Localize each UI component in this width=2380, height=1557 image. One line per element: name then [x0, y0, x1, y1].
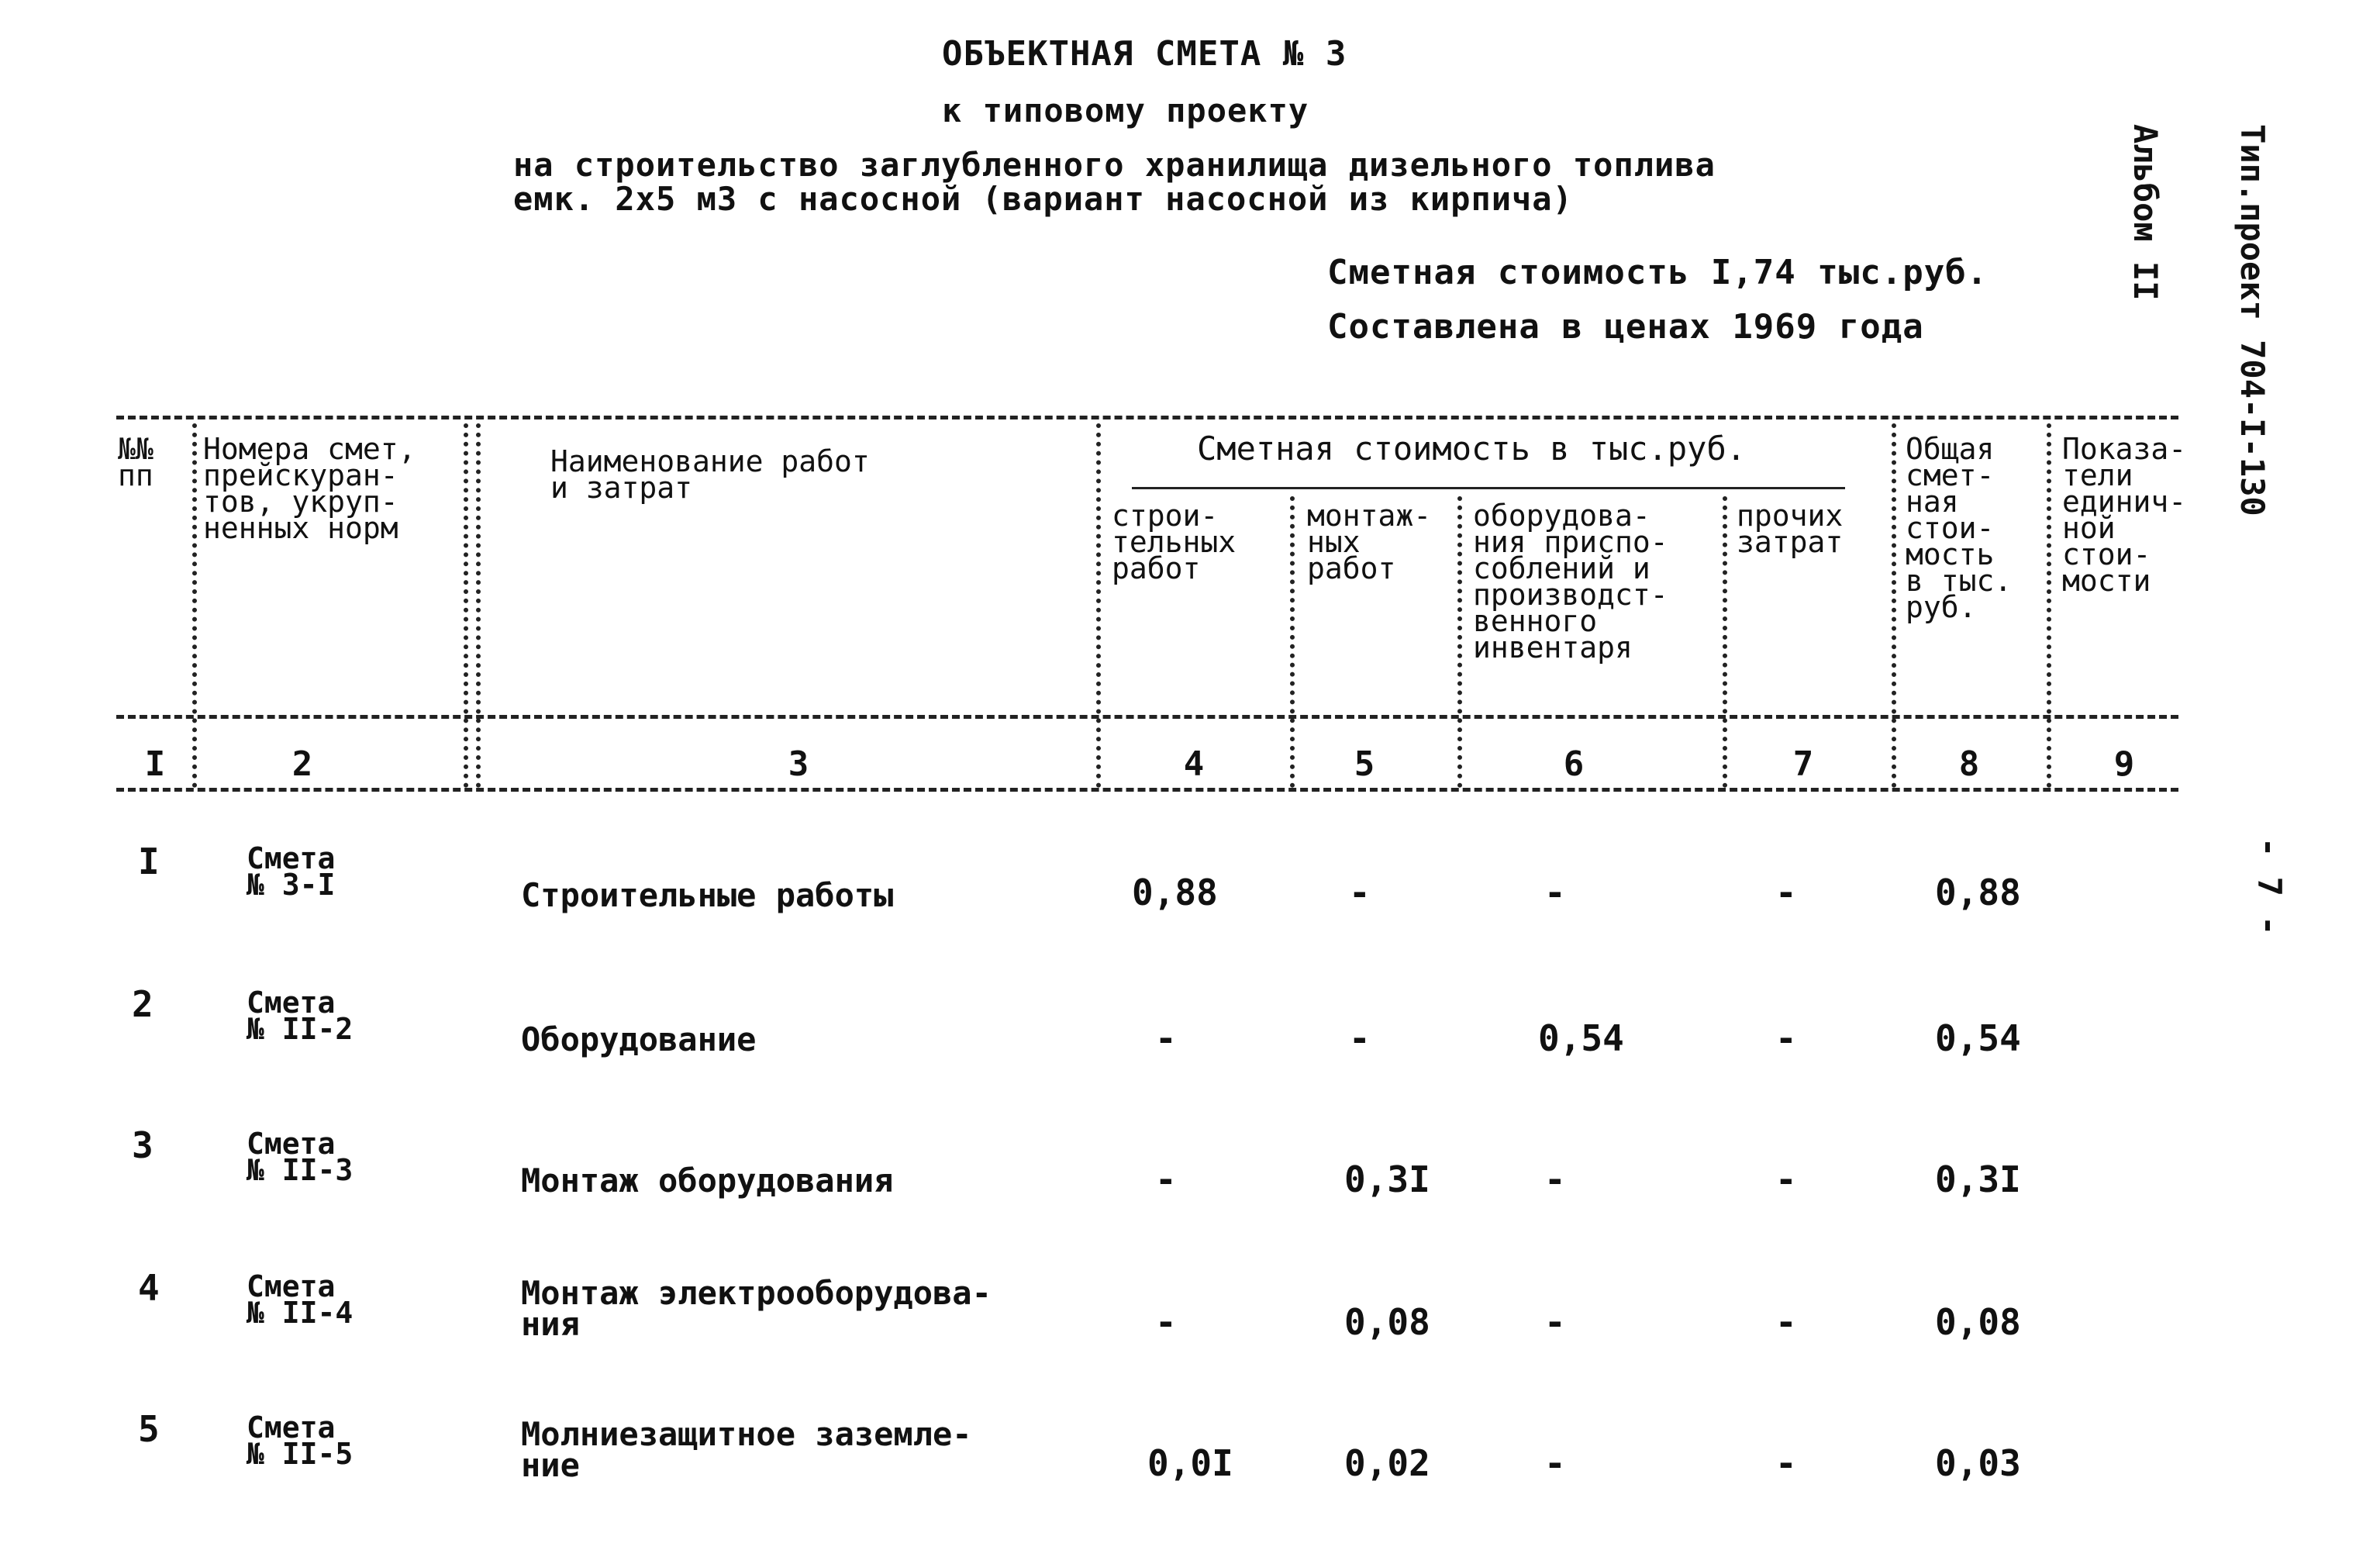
price-basis: Составлена в ценах 1969 года — [1327, 307, 1924, 347]
construction-cost: - — [1155, 1017, 1177, 1059]
row-number: 4 — [138, 1267, 160, 1309]
equipment-cost: - — [1544, 872, 1566, 913]
installation-cost: 0,3I — [1344, 1158, 1430, 1200]
estimate-ref: Смета № II-4 — [247, 1269, 354, 1330]
project-number: Тип.проект 704-I-130 — [2233, 124, 2271, 516]
work-name: Монтаж электрооборудова- ния — [521, 1274, 992, 1343]
col-sep-6 — [1723, 496, 1727, 788]
row-number: 3 — [132, 1124, 153, 1166]
equipment-cost: - — [1544, 1158, 1566, 1200]
equipment-cost: 0,54 — [1538, 1017, 1624, 1059]
colnum-4: 4 — [1183, 744, 1205, 784]
estimate-ref: Смета № II-3 — [247, 1127, 354, 1187]
col-sep-5 — [1457, 496, 1462, 788]
estimate-ref: Смета № II-5 — [247, 1410, 354, 1471]
total-cost: 0,03 — [1935, 1442, 2021, 1484]
colnum-9: 9 — [2113, 744, 2135, 784]
construction-cost: 0,0I — [1147, 1442, 1233, 1484]
header-construction: строи- тельных работ — [1112, 499, 1237, 585]
estimated-cost: Сметная стоимость I,74 тыс.руб. — [1327, 253, 1989, 292]
work-name: Оборудование — [521, 1020, 757, 1058]
header-installation: монтаж- ных работ — [1307, 499, 1432, 585]
colnum-3: 3 — [788, 744, 809, 784]
group-underline — [1132, 487, 1845, 489]
construction-cost: - — [1155, 1301, 1177, 1343]
other-cost: - — [1775, 1301, 1797, 1343]
installation-cost: 0,02 — [1344, 1442, 1430, 1484]
row-number: 2 — [132, 983, 153, 1025]
header-total: Общая смет- ная стои- мость в тыс. руб. — [1906, 432, 2013, 624]
table-top-rule — [116, 416, 2178, 419]
header-estimate-refs: Номера смет, прейскуран- тов, укруп- ненных норм — [203, 432, 416, 545]
object-description-line-2: емк. 2х5 м3 с насосной (вариант насосной из кирпича) — [513, 180, 1573, 218]
header-bottom-rule — [116, 715, 2178, 719]
estimate-ref: Смета № II-2 — [247, 986, 354, 1046]
colnum-7: 7 — [1792, 744, 1814, 784]
header-work-name: Наименование работ и затрат — [550, 444, 870, 505]
row-number: 5 — [138, 1408, 160, 1450]
column-numbers-rule — [116, 788, 2178, 792]
col-sep-1 — [192, 423, 197, 788]
header-row-number: №№ пп — [118, 432, 153, 492]
colnum-2: 2 — [291, 744, 313, 784]
work-name: Строительные работы — [521, 876, 894, 914]
installation-cost: - — [1349, 872, 1371, 913]
header-indicators: Показа- тели единич- ной стои- мости — [2062, 432, 2187, 598]
other-cost: - — [1775, 872, 1797, 913]
colnum-6: 6 — [1563, 744, 1585, 784]
installation-cost: - — [1349, 1017, 1371, 1059]
total-cost: 0,88 — [1935, 872, 2021, 913]
page-number: - 7 - — [2251, 837, 2289, 936]
header-cost-group: Сметная стоимость в тыс.руб. — [1197, 430, 1747, 468]
installation-cost: 0,08 — [1344, 1301, 1430, 1343]
equipment-cost: - — [1544, 1301, 1566, 1343]
col-sep-3 — [1096, 423, 1101, 788]
construction-cost: - — [1155, 1158, 1177, 1200]
estimate-ref: Смета № 3-I — [247, 841, 336, 902]
other-cost: - — [1775, 1158, 1797, 1200]
col-sep-2b — [476, 423, 481, 788]
total-cost: 0,08 — [1935, 1301, 2021, 1343]
row-number: I — [138, 841, 160, 882]
total-cost: 0,54 — [1935, 1017, 2021, 1059]
col-sep-8 — [2047, 423, 2051, 788]
album-number: Альбом II — [2126, 124, 2164, 301]
other-cost: - — [1775, 1017, 1797, 1059]
header-equipment: оборудова- ния приспо- соблений и производст- венного инвентаря — [1473, 499, 1668, 665]
document-title: ОБЪЕКТНАЯ СМЕТА № 3 — [942, 34, 1347, 74]
col-sep-2 — [464, 423, 468, 788]
work-name: Молниезащитное заземле- ние — [521, 1415, 972, 1484]
construction-cost: 0,88 — [1132, 872, 1218, 913]
colnum-8: 8 — [1958, 744, 1980, 784]
col-sep-4 — [1290, 496, 1295, 788]
object-description-line-1: на строительство заглубленного хранилища дизельного топлива — [513, 146, 1716, 184]
total-cost: 0,3I — [1935, 1158, 2021, 1200]
col-sep-7 — [1892, 423, 1896, 788]
colnum-5: 5 — [1354, 744, 1375, 784]
equipment-cost: - — [1544, 1442, 1566, 1484]
other-cost: - — [1775, 1442, 1797, 1484]
work-name: Монтаж оборудования — [521, 1162, 894, 1200]
document-subtitle: к типовому проекту — [942, 91, 1309, 129]
header-other: прочих затрат — [1737, 499, 1844, 559]
colnum-1: I — [144, 744, 166, 784]
